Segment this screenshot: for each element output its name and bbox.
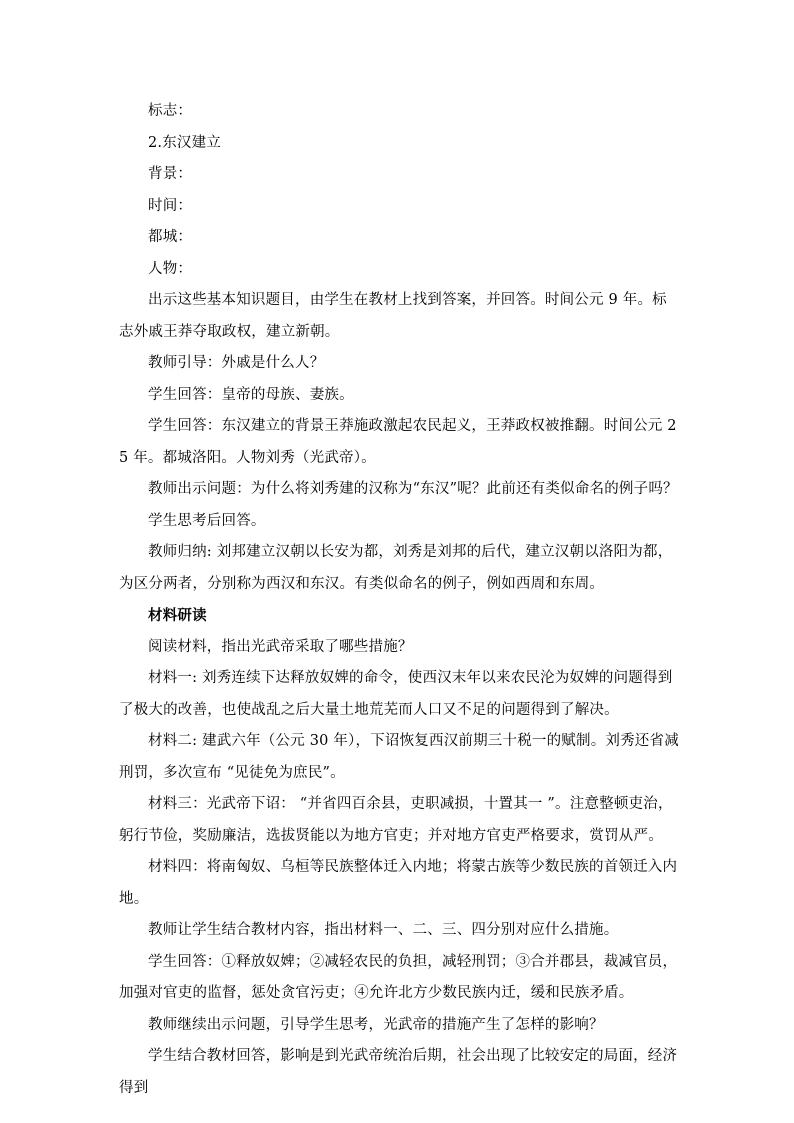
paragraph-teacher-question: 教师出示问题：为什么将刘秀建的汉称为“东汉”呢？此前还有类似命名的例子吗？	[148, 481, 678, 497]
section-heading-material-reading: 材料研读	[148, 607, 207, 624]
paragraph-student-answer-3: 学生回答：①释放奴婢；②减轻农民的负担，减轻刑罚；③合并郡县，裁减官员，加强对官吏的监督，惩处贪官污吏；④允许北方少数民族内迁，缓和民族矛盾。	[119, 953, 678, 1001]
paragraph-label-person: 人物：	[148, 260, 193, 277]
paragraph-material-4: 材料四：将南匈奴、乌桓等民族整体迁入内地；将蒙古族等少数民族的首领迁入内地。	[119, 859, 678, 907]
paragraph-label-background: 背景：	[148, 166, 193, 182]
paragraph-instruction: 出示这些基本知识题目，由学生在教材上找到答案，并回答。时间公元 9 年。标志外戚王莽夺取政权，建立新朝。	[119, 292, 667, 340]
paragraph-label-sign: 标志：	[148, 103, 193, 119]
paragraph-material-3: 材料三：光武帝下诏： “并省四百余县，吏职减损，十置其一 ”。注意整顿吏治，躬行节俭，奖励廉洁，选拔贤能以为地方官吏；并对地方官吏严格要求，赏罚从严。	[119, 796, 673, 844]
paragraph-material-1: 材料一: 刘秀连续下达释放奴婢的命令，使西汉末年以来农民沦为奴婢的问题得到了极大的改善，也使战乱之后大量土地荒芜而人口又不足的问题得到了解决。	[119, 670, 673, 718]
paragraph-section-eastern-han: 2.东汉建立	[148, 134, 222, 151]
paragraph-teacher-summary: 教师归纳: 刘邦建立汉朝以长安为都，刘秀是刘邦的后代，建立汉朝以洛阳为都，为区分两者，分别称为西汉和东汉。有类似命名的例子，例如西周和东周。	[119, 544, 673, 592]
paragraph-teacher-task: 教师让学生结合教材内容，指出材料一、二、三、四分别对应什么措施。	[148, 922, 619, 938]
paragraph-student-think: 学生思考后回答。	[148, 512, 266, 529]
paragraph-teacher-followup: 教师继续出示问题，引导学生思考，光武帝的措施产生了怎样的影响？	[148, 1016, 604, 1033]
paragraph-student-answer-4: 学生结合教材回答，影响是到光武帝统治后期，社会出现了比较安定的局面，经济得到	[119, 1048, 678, 1096]
paragraph-label-capital: 都城：	[148, 229, 193, 245]
paragraph-student-answer-2: 学生回答：东汉建立的背景王莽施政激起农民起义，王莽政权被推翻。时间公元 25 年。都城洛阳。人物刘秀（光武帝）。	[119, 418, 677, 466]
paragraph-student-answer-1: 学生回答：皇帝的母族、妻族。	[148, 386, 354, 403]
paragraph-teacher-guide: 教师引导：外戚是什么人？	[148, 355, 325, 371]
paragraph-reading-prompt: 阅读材料，指出光武帝采取了哪些措施？	[148, 638, 413, 655]
document-page	[119, 96, 679, 1104]
paragraph-label-time: 时间：	[148, 197, 193, 214]
paragraph-material-2: 材料二: 建武六年（公元 30 年），下诏恢复西汉前期三十税一的赋制。刘秀还省减刑罚，多次宣布 “见徒免为庶民”。	[119, 733, 679, 781]
